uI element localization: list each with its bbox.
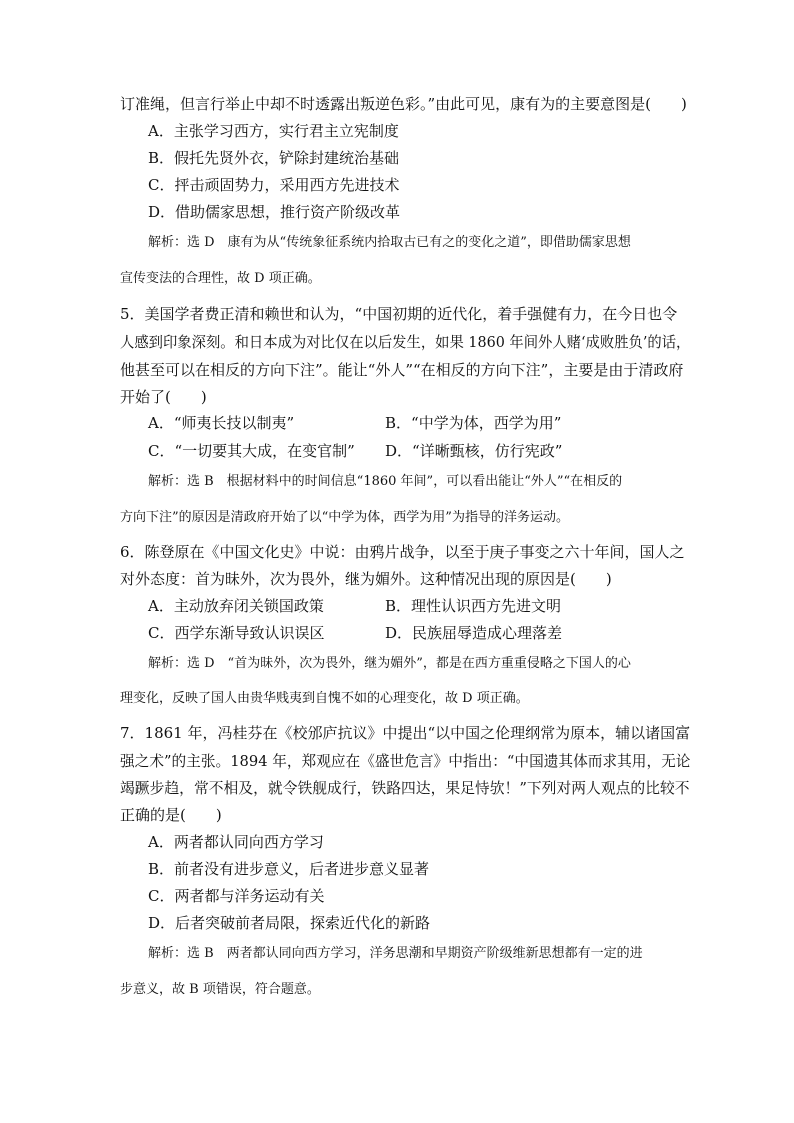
q6-option-a: A．主动放弃闭关锁国政策 xyxy=(148,597,324,615)
q5-option-a: A．“师夷长技以制夷” xyxy=(148,414,295,432)
q6-analysis-cont: 理变化，反映了国人由贵华贱夷到自愧不如的心理变化，故 D 项正确。 xyxy=(120,691,529,706)
q7-analysis-cont: 步意义，故 B 项错误，符合题意。 xyxy=(120,982,320,997)
question-7-stem-2: 强之术”的主张。1894 年，郑观应在《盛世危言》中指出：“中国遗其体而求其用，无论 xyxy=(120,752,691,770)
question-5-stem-4: 开始了( ) xyxy=(120,388,207,406)
q7-option-a: A．两者都认同向西方学习 xyxy=(148,833,324,851)
q6-analysis: 解析：选 D “首为昧外，次为畏外，继为媚外”，都是在西方重重侵略之下国人的心 xyxy=(148,656,631,671)
q4-option-d: D．借助儒家思想，推行资产阶级改革 xyxy=(148,203,401,221)
q7-analysis: 解析：选 B 两者都认同向西方学习，洋务思潮和早期资产阶级维新思想都有一定的进 xyxy=(148,946,643,961)
q7-option-b: B．前者没有进步意义，后者进步意义显著 xyxy=(148,860,430,878)
question-6-stem: 6．陈登原在《中国文化史》中说：由鸦片战争，以至于庚子事变之六十年间，国人之 xyxy=(120,543,685,561)
q5-analysis-cont: 方向下注”的原因是清政府开始了以“中学为体，西学为用”为指导的洋务运动。 xyxy=(120,510,569,525)
q7-option-d: D．后者突破前者局限，探索近代化的新路 xyxy=(148,914,431,932)
question-7-stem: 7．1861 年，冯桂芬在《校邠庐抗议》中提出“以中国之伦理纲常为原本，辅以诸国富 xyxy=(120,724,691,742)
question-5-stem-3: 他甚至可以在相反的方向下注”。能让“外人”“在相反的方向下注”，主要是由于清政府 xyxy=(120,361,684,379)
q6-option-c: C．西学东渐导致认识误区 xyxy=(148,624,325,642)
q4-analysis-cont: 宣传变法的合理性，故 D 项正确。 xyxy=(120,271,321,286)
q5-analysis: 解析：选 B 根据材料中的时间信息“1860 年间”，可以看出能让“外人”“在相反的 xyxy=(148,474,623,489)
q4-option-c: C．抨击顽固势力，采用西方先进技术 xyxy=(148,176,400,194)
q4-option-a: A．主张学习西方，实行君主立宪制度 xyxy=(148,122,399,140)
q7-option-c: C．两者都与洋务运动有关 xyxy=(148,887,325,905)
question-5-stem-2: 人感到印象深刻。和日本成为对比仅在以后发生，如果 1860 年间外人赌‘成败胜负’的话， xyxy=(120,333,691,351)
q4-analysis: 解析：选 D 康有为从“传统象征系统内拾取古已有之的变化之道”，即借助儒家思想 xyxy=(148,235,631,250)
question-4-stem-end: 订准绳，但言行举止中却不时透露出叛逆色彩。”由此可见，康有为的主要意图是( ) xyxy=(120,95,687,113)
question-7-stem-4: 正确的是( ) xyxy=(120,806,222,824)
q6-option-b: B．理性认识西方先进文明 xyxy=(385,597,562,615)
question-6-stem-2: 对外态度：首为昧外，次为畏外，继为媚外。这种情况出现的原因是( ) xyxy=(120,570,612,588)
question-5-stem: 5．美国学者费正清和赖世和认为，“中国初期的近代化，着手强健有力，在今日也令 xyxy=(120,305,678,323)
q4-option-b: B．假托先贤外衣，铲除封建统治基础 xyxy=(148,149,400,167)
question-7-stem-3: 竭蹶步趋，常不相及，就令铁舰成行，铁路四达，果足恃欤！”下列对两人观点的比较不 xyxy=(120,779,690,797)
q6-option-d: D．民族屈辱造成心理落差 xyxy=(385,624,563,642)
q5-option-c: C．“一切要其大成，在变官制” xyxy=(148,442,355,460)
q5-option-d: D．“详晰甄核，仿行宪政” xyxy=(385,442,563,460)
q5-option-b: B．“中学为体，西学为用” xyxy=(385,414,562,432)
